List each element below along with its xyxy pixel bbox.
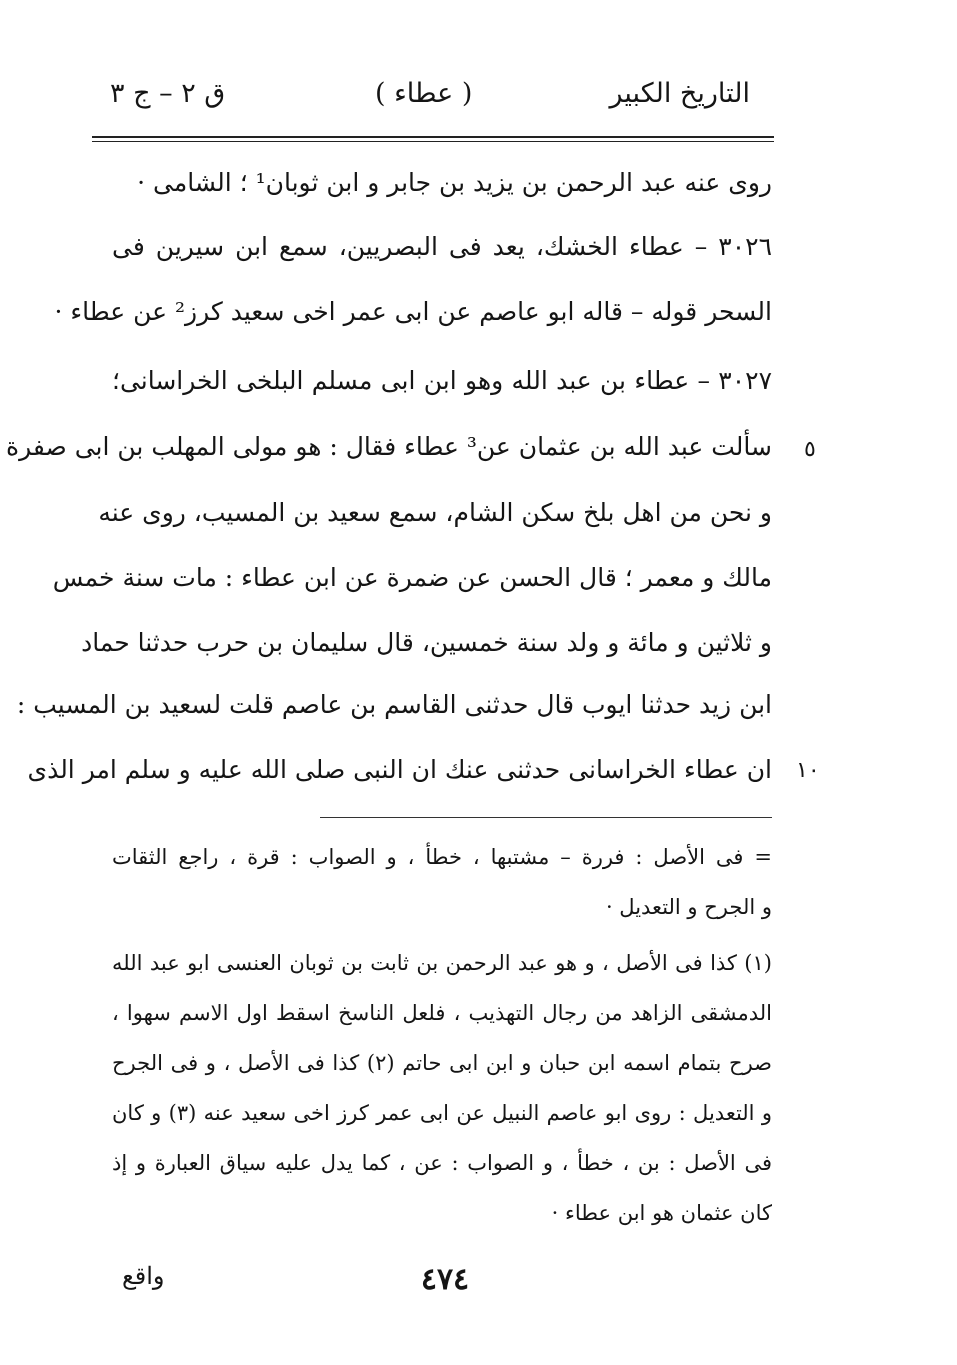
text-line: سألت عبد الله بن عثمان عن³ عطاء فقال : هو مولى المهلب بن ابى صفرة: [6, 432, 772, 461]
text-line: ٣٠٢٦ – عطاء الخشك، يعد فى البصريين، سمع ابن سيرين فى: [112, 232, 772, 261]
line-number-10: ١٠: [796, 758, 820, 783]
header-rule-thick: [92, 136, 774, 138]
footnote-line: كان عثمان هو ابن عطاء ·: [551, 1201, 772, 1225]
text-line: و ثلاثين و مائة و ولد سنة خمسين، قال سليمان بن حرب حدثنا حماد: [81, 628, 772, 657]
section-title: ( عطاء ): [375, 78, 473, 109]
text-line: السحر قوله – قاله ابو عاصم عن ابى عمر اخى سعيد كرز² عن عطاء ·: [54, 297, 772, 326]
text-line: روى عنه عبد الرحمن بن يزيد بن جابر و ابن ثوبان¹ ؛ الشامى ·: [137, 168, 772, 197]
text-line: مالك و معمر ؛ قال الحسن عن ضمرة عن ابن عطاء : مات سنة خمس: [52, 563, 772, 592]
footnote-line: و الجرح و التعديل ·: [605, 895, 772, 919]
footnote-line: الدمشقى الزاهد من رجال التهذيب ، فلعل الناسخ اسقط اول الاسم سهوا ،: [112, 1001, 772, 1025]
book-title: التاريخ الكبير: [609, 78, 750, 109]
text-line: ان عطاء الخراسانى حدثنى عنك ان النبى صلى الله عليه و سلم امر الذى: [27, 755, 772, 784]
footnote-line: (١) كذا فى الأصل ، و هو عبد الرحمن بن ثابت بن ثوبان العنسى ابو عبد الله: [112, 951, 772, 975]
footnote-line: صرح بتمام اسمه ابن حبان و ابن ابى حاتم (٢) كذا فى الأصل ، و فى الجرح: [112, 1051, 772, 1075]
line-number-5: ٥: [804, 437, 816, 462]
catchword: واقع: [122, 1262, 165, 1290]
text-line: و نحن من اهل بلخ سكن الشام، سمع سعيد بن المسيب، روى عنه: [98, 498, 772, 527]
running-header: [110, 78, 750, 128]
footnote-separator: [320, 817, 772, 818]
footnote-line: و التعديل : روى ابو عاصم النبيل عن ابى عمر كرز اخى سعيد عنه (٣) و كان: [112, 1101, 772, 1125]
header-rule-thin: [92, 141, 774, 142]
text-line: ٣٠٢٧ – عطاء بن عبد الله وهو ابن ابى مسلم البلخى الخراسانى؛: [112, 366, 772, 395]
volume-label: ق ٢ – ج ٣: [110, 78, 226, 109]
page-number: ٤٧٤: [420, 1262, 470, 1297]
footnote-line: = فى الأصل : فررة – مشتبها ، خطأ ، و الصواب : قرة ، راجع الثقات: [112, 845, 772, 869]
text-line: ابن زيد حدثنا ايوب قال حدثنى القاسم بن عاصم قلت لسعيد بن المسيب :: [16, 690, 772, 719]
footnote-line: فى الأصل : بن ، خطأ ، و الصواب : عن ، كما يدل عليه سياق العبارة و إذ: [112, 1151, 772, 1175]
